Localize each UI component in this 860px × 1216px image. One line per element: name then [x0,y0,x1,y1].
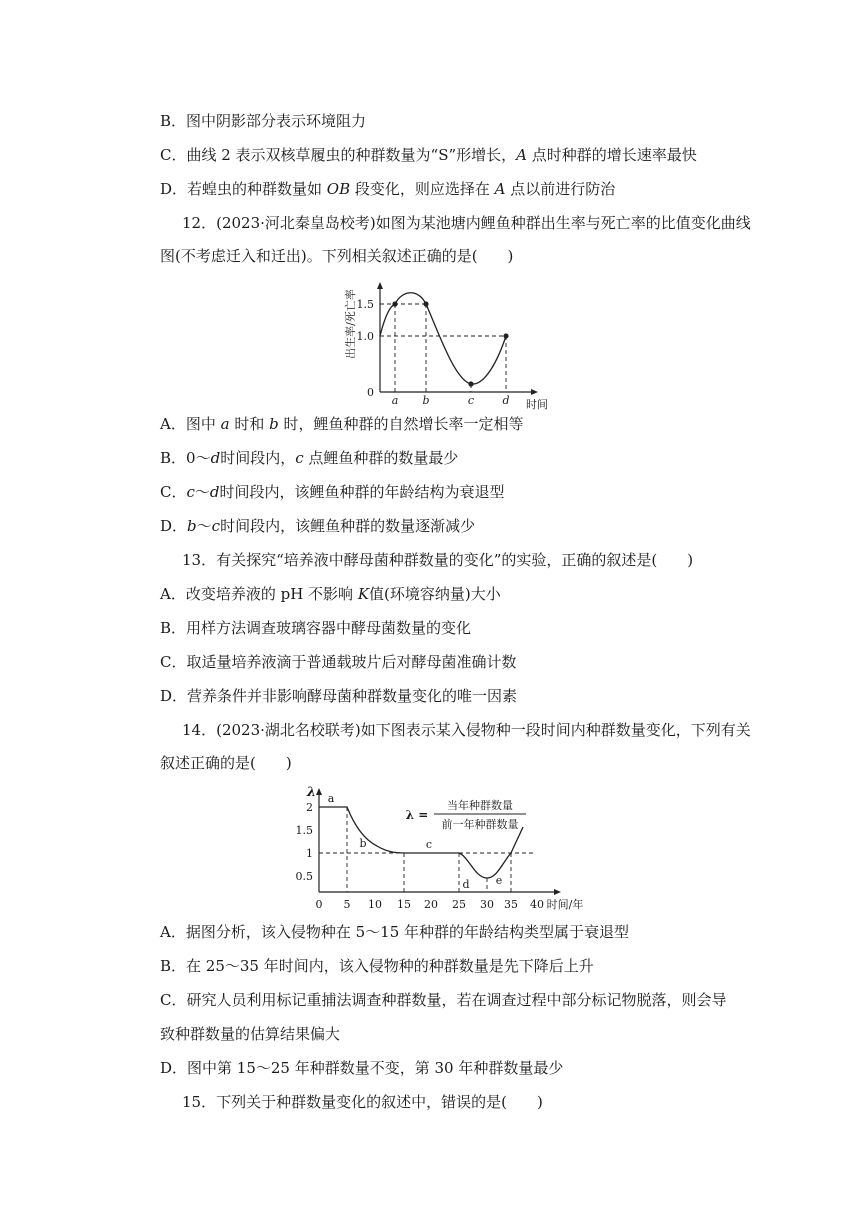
text: A．改变培养液的 pH 不影响 [160,585,358,603]
y-axis-label: 出生率/死亡率 [344,289,357,359]
q12-option-d [160,516,475,536]
segment-label-b: b [359,837,367,850]
q13-option-d: D．营养条件并非影响酵母菌种群数量变化的唯一因素 [160,687,518,705]
y-tick-0: 0 [367,386,374,399]
text: ～ [194,483,210,501]
var-c: c [295,449,304,467]
q14-option-b: B．在 25～35 年时间内，该入侵物种的种群数量是先下降后上升 [160,957,594,975]
chart-lambda [295,782,585,917]
q13-option-b: B．用样方法调查玻璃容器中酵母菌数量的变化 [160,619,472,637]
y-tick-1.5: 1.5 [356,298,374,311]
q13-stem: 13．有关探究“培养液中酵母菌种群数量的变化”的实验，正确的叙述是( ) [182,551,694,569]
text: 点以前进行防治 [505,180,616,198]
q14-option-c-line1: C．研究人员利用标记重捕法调查种群数量，若在调查过程中部分标记物脱落，则会导 [160,991,727,1009]
y-axis-arrow [377,282,383,289]
formula-lhs: λ = [405,808,429,822]
chart-birth-death-ratio [330,276,550,410]
x-tick-d: d [502,394,510,407]
text: D． [160,517,188,535]
y-axis-label: λ [306,785,316,800]
q11-option-d [160,179,615,199]
x-tick-0: 0 [315,898,323,911]
point-d [503,333,508,338]
x-tick-35: 35 [504,898,518,911]
text: A．图中 [160,415,221,433]
var-ob: OB [326,180,351,198]
q12-option-b [160,448,458,468]
x-tick-a: a [391,394,399,407]
y-tick-2: 2 [306,801,313,814]
y-tick-1.5: 1.5 [295,824,313,837]
var-a: A [516,146,528,164]
q11-option-c [160,145,697,165]
text: 时间段内，该鲤鱼种群的年龄结构为衰退型 [219,483,505,501]
var-b: b [269,415,279,433]
segment-label-e: e [495,874,503,887]
text: 时间段内，该鲤鱼种群的数量逐渐减少 [220,517,476,535]
text: 时间段内， [220,449,296,467]
var-k: K [357,585,370,603]
var-d: d [209,483,220,501]
x-tick-30: 30 [480,898,494,911]
x-axis-label: 时间 [526,398,548,410]
segment-label-d: d [462,878,470,891]
y-tick-1.0: 1.0 [356,330,374,343]
text: ～ [196,517,212,535]
x-axis-label: 时间/年 [546,898,584,911]
q11-option-b: B．图中阴影部分表示环境阻力 [160,112,367,130]
var-d: d [210,449,221,467]
x-tick-5: 5 [343,898,351,911]
x-tick-b: b [422,394,430,407]
q13-option-a [160,584,501,604]
var-a: A [494,180,506,198]
x-tick-10: 10 [368,898,382,911]
y-axis-arrow [316,788,322,795]
x-axis-arrow [554,889,561,895]
q12-stem-line1: 12．(2023·河北秦皇岛校考)如图为某池塘内鲤鱼种群出生率与死亡率的比值变化曲线 [182,214,751,232]
x-tick-c: c [467,394,475,407]
y-tick-1: 1 [306,847,313,860]
q14-option-c-line2: 致种群数量的估算结果偏大 [160,1025,341,1043]
q12-option-a [160,414,524,434]
q14-option-a: A．据图分析，该入侵物种在 5～15 年种群的年龄结构类型属于衰退型 [160,923,630,941]
x-tick-15: 15 [397,898,411,911]
y-tick-0.5: 0.5 [295,870,313,883]
q13-option-c: C．取适量培养液滴于普通载玻片后对酵母菌准确计数 [160,653,517,671]
text: 值(环境容纳量)大小 [369,585,501,603]
q14-stem-line1: 14．(2023·湖北名校联考)如下图表示某入侵物种一段时间内种群数量变化，下列有关 [182,721,751,739]
q15-stem: 15．下列关于种群数量变化的叙述中，错误的是( ) [182,1093,543,1111]
formula-denominator: 前一年种群数量 [441,818,519,831]
text: 点鲤鱼种群的数量最少 [303,449,459,467]
ratio-curve [380,293,506,384]
x-tick-40: 40 [530,898,544,911]
var-c: c [211,517,221,535]
point-c [468,381,473,386]
q14-stem-line2: 叙述正确的是( ) [160,754,292,772]
x-axis-arrow [531,389,538,395]
var-b: b [187,517,197,535]
q12-option-c [160,482,505,502]
text: D．若蝗虫的种群数量如 [160,180,327,198]
text: C． [160,483,187,501]
q12-stem-line2: 图(不考虑迁入和迁出)。下列相关叙述正确的是( ) [160,247,514,265]
x-tick-20: 20 [424,898,438,911]
segment-label-a: a [327,792,335,805]
point-b [423,301,428,306]
segment-label-c: c [425,838,433,851]
formula-numerator: 当年种群数量 [447,799,513,812]
text: 时，鲤鱼种群的自然增长率一定相等 [278,415,524,433]
text: 点时种群的增长速率最快 [527,146,697,164]
text: B．0～ [160,449,211,467]
text: 时和 [229,415,270,433]
text: C．曲线 2 表示双核草履虫的种群数量为“S”形增长， [160,146,517,164]
x-tick-25: 25 [452,898,466,911]
text: 段变化，则应选择在 [350,180,495,198]
var-c: c [186,483,195,501]
point-a [392,301,397,306]
var-a: a [220,415,230,433]
q14-option-d: D．图中第 15～25 年种群数量不变，第 30 年种群数量最少 [160,1059,564,1077]
